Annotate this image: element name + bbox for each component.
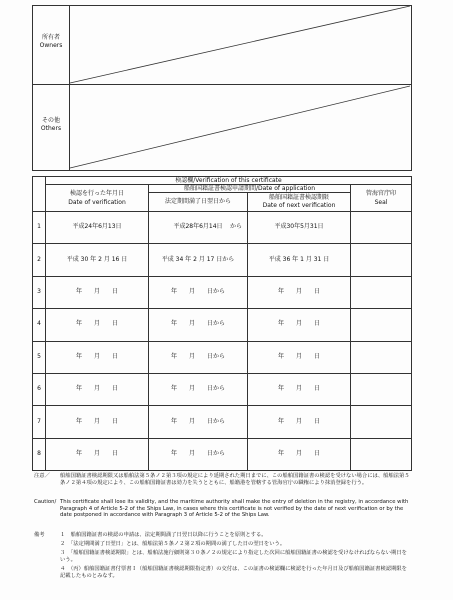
row-verified-date: 年 月 日	[75, 288, 118, 295]
owners-label-en: Owners	[39, 42, 63, 49]
row-verified-date: 平成 30 年 2 月 16 日	[66, 256, 128, 263]
rule	[247, 192, 248, 470]
rule	[411, 176, 412, 470]
row-deadline-date: 平成30年5月31日	[274, 223, 324, 230]
row-divider	[32, 373, 412, 374]
row-from-date: 年 月 日から	[170, 353, 225, 360]
chui-label: 注意／	[34, 473, 50, 479]
row-verified-date: 年 月 日	[75, 353, 118, 360]
row-from-date: 年 月 日から	[170, 288, 225, 295]
caution-text: This certificate shall lose its validity, and the maritime authority shall make the entry of deletion in the registry, in accordance with Paragraph 4 of Article 5-2 of the Ships Law, in cases where this certificate is not verified by the date of next verification or by the date postponed in accordance with Paragraph 3 of Article 5-2 of the Ships Law.	[60, 499, 409, 519]
biko-4: ４ （丙）船舶国籍証書付票書Ｉ（船舶国籍証書検認期限指定書）の交付は、この証書の検認欄に検認を行った年月日及び船舶国籍証書検認期限を記載したものとみなす。	[60, 566, 407, 579]
row-deadline-date: 年 月 日	[277, 353, 320, 360]
row-from-date: 平成28年6月14日	[173, 223, 223, 230]
row-verified-date: 年 月 日	[75, 450, 118, 457]
col-seal-en: Seal	[374, 199, 388, 206]
row-divider	[32, 341, 412, 342]
row-verified-date: 平成24年6月13日	[72, 223, 122, 230]
rule	[32, 211, 412, 212]
others-label-jp: その他	[41, 117, 60, 124]
row-number: 3	[37, 288, 41, 295]
biko-1: １ 船舶国籍証書の検認の申請は、法定期間満了日翌日以降に行うことを原則とする。	[60, 532, 267, 538]
row-verified-date: 年 月 日	[75, 385, 118, 392]
row-divider	[32, 470, 412, 471]
biko-3: ３ 「船舶国籍証書検認期限」とは、船舶法施行細則第３０条ノ２の規定により指定した次回に船舶国籍証書の検認を受けなければならない期日をいう。	[60, 550, 407, 563]
col-verified-jp: 検認を行った年月日	[69, 190, 124, 197]
col-verified-en: Date of verification	[68, 199, 126, 206]
rule	[350, 184, 351, 470]
row-deadline-date: 年 月 日	[277, 385, 320, 392]
col-from: 法定期間満了日翌日から	[164, 198, 231, 205]
row-divider	[32, 438, 412, 439]
row-divider	[32, 405, 412, 406]
row-from-date: 年 月 日から	[170, 320, 225, 327]
row-number: 1	[37, 223, 41, 230]
col-seal-jp: 管海官庁印	[365, 190, 396, 197]
row-from-date: 年 月 日から	[170, 450, 225, 457]
col-deadline-jp: 船舶国籍証書検認期限	[268, 194, 329, 201]
row-deadline-date: 年 月 日	[277, 320, 320, 327]
row-deadline-date: 年 月 日	[277, 450, 320, 457]
row-number: 7	[37, 418, 41, 425]
row-number: 6	[37, 385, 41, 392]
row-divider	[32, 308, 412, 309]
biko-2: ２ 「法定期間満了日翌日」とは、船舶法第５条ノ２第２項の期間の満了した日の翌日をいう。	[60, 541, 286, 547]
row-number: 5	[37, 353, 41, 360]
biko-label: 備考	[34, 532, 45, 538]
row-from-date: 年 月 日から	[170, 418, 225, 425]
rule	[148, 192, 350, 193]
row-deadline-date: 平成 36 年 1 月 31 日	[268, 256, 330, 263]
row-divider	[32, 243, 412, 244]
row-number: 2	[37, 256, 41, 263]
row-from-suffix: から	[230, 223, 243, 230]
row-from-date: 年 月 日から	[170, 385, 225, 392]
row-deadline-date: 年 月 日	[277, 418, 320, 425]
row-verified-date: 年 月 日	[75, 320, 118, 327]
caution-label: Caution/	[34, 499, 57, 505]
row-verified-date: 年 月 日	[75, 418, 118, 425]
verification-title: 検認欄/Verification of this certificate	[175, 177, 282, 184]
chui-text: 船舶国籍証書検認期限又は船舶法第５条ノ２第３項の規定により延期された期日までに、この船舶国籍証書の検認を受けない場合には、船舶法第５条ノ２第４項の規定により、この船舶国籍証書は効力を失うとともに、船籍港を管轄する管海官庁の職権により抹消登録を行う。	[60, 473, 410, 486]
row-number: 4	[37, 320, 41, 327]
row-divider	[32, 276, 412, 277]
row-deadline-date: 年 月 日	[277, 288, 320, 295]
owners-label-jp: 所有者	[41, 34, 60, 41]
application-period-header: 船舶国籍証書検認申請期間/Date of application	[183, 185, 316, 192]
others-label-en: Others	[40, 125, 62, 132]
row-from-date: 平成 34 年 2 月 17 日から	[161, 256, 235, 263]
col-deadline-en: Date of next verification	[262, 202, 336, 209]
row-number: 8	[37, 450, 41, 457]
